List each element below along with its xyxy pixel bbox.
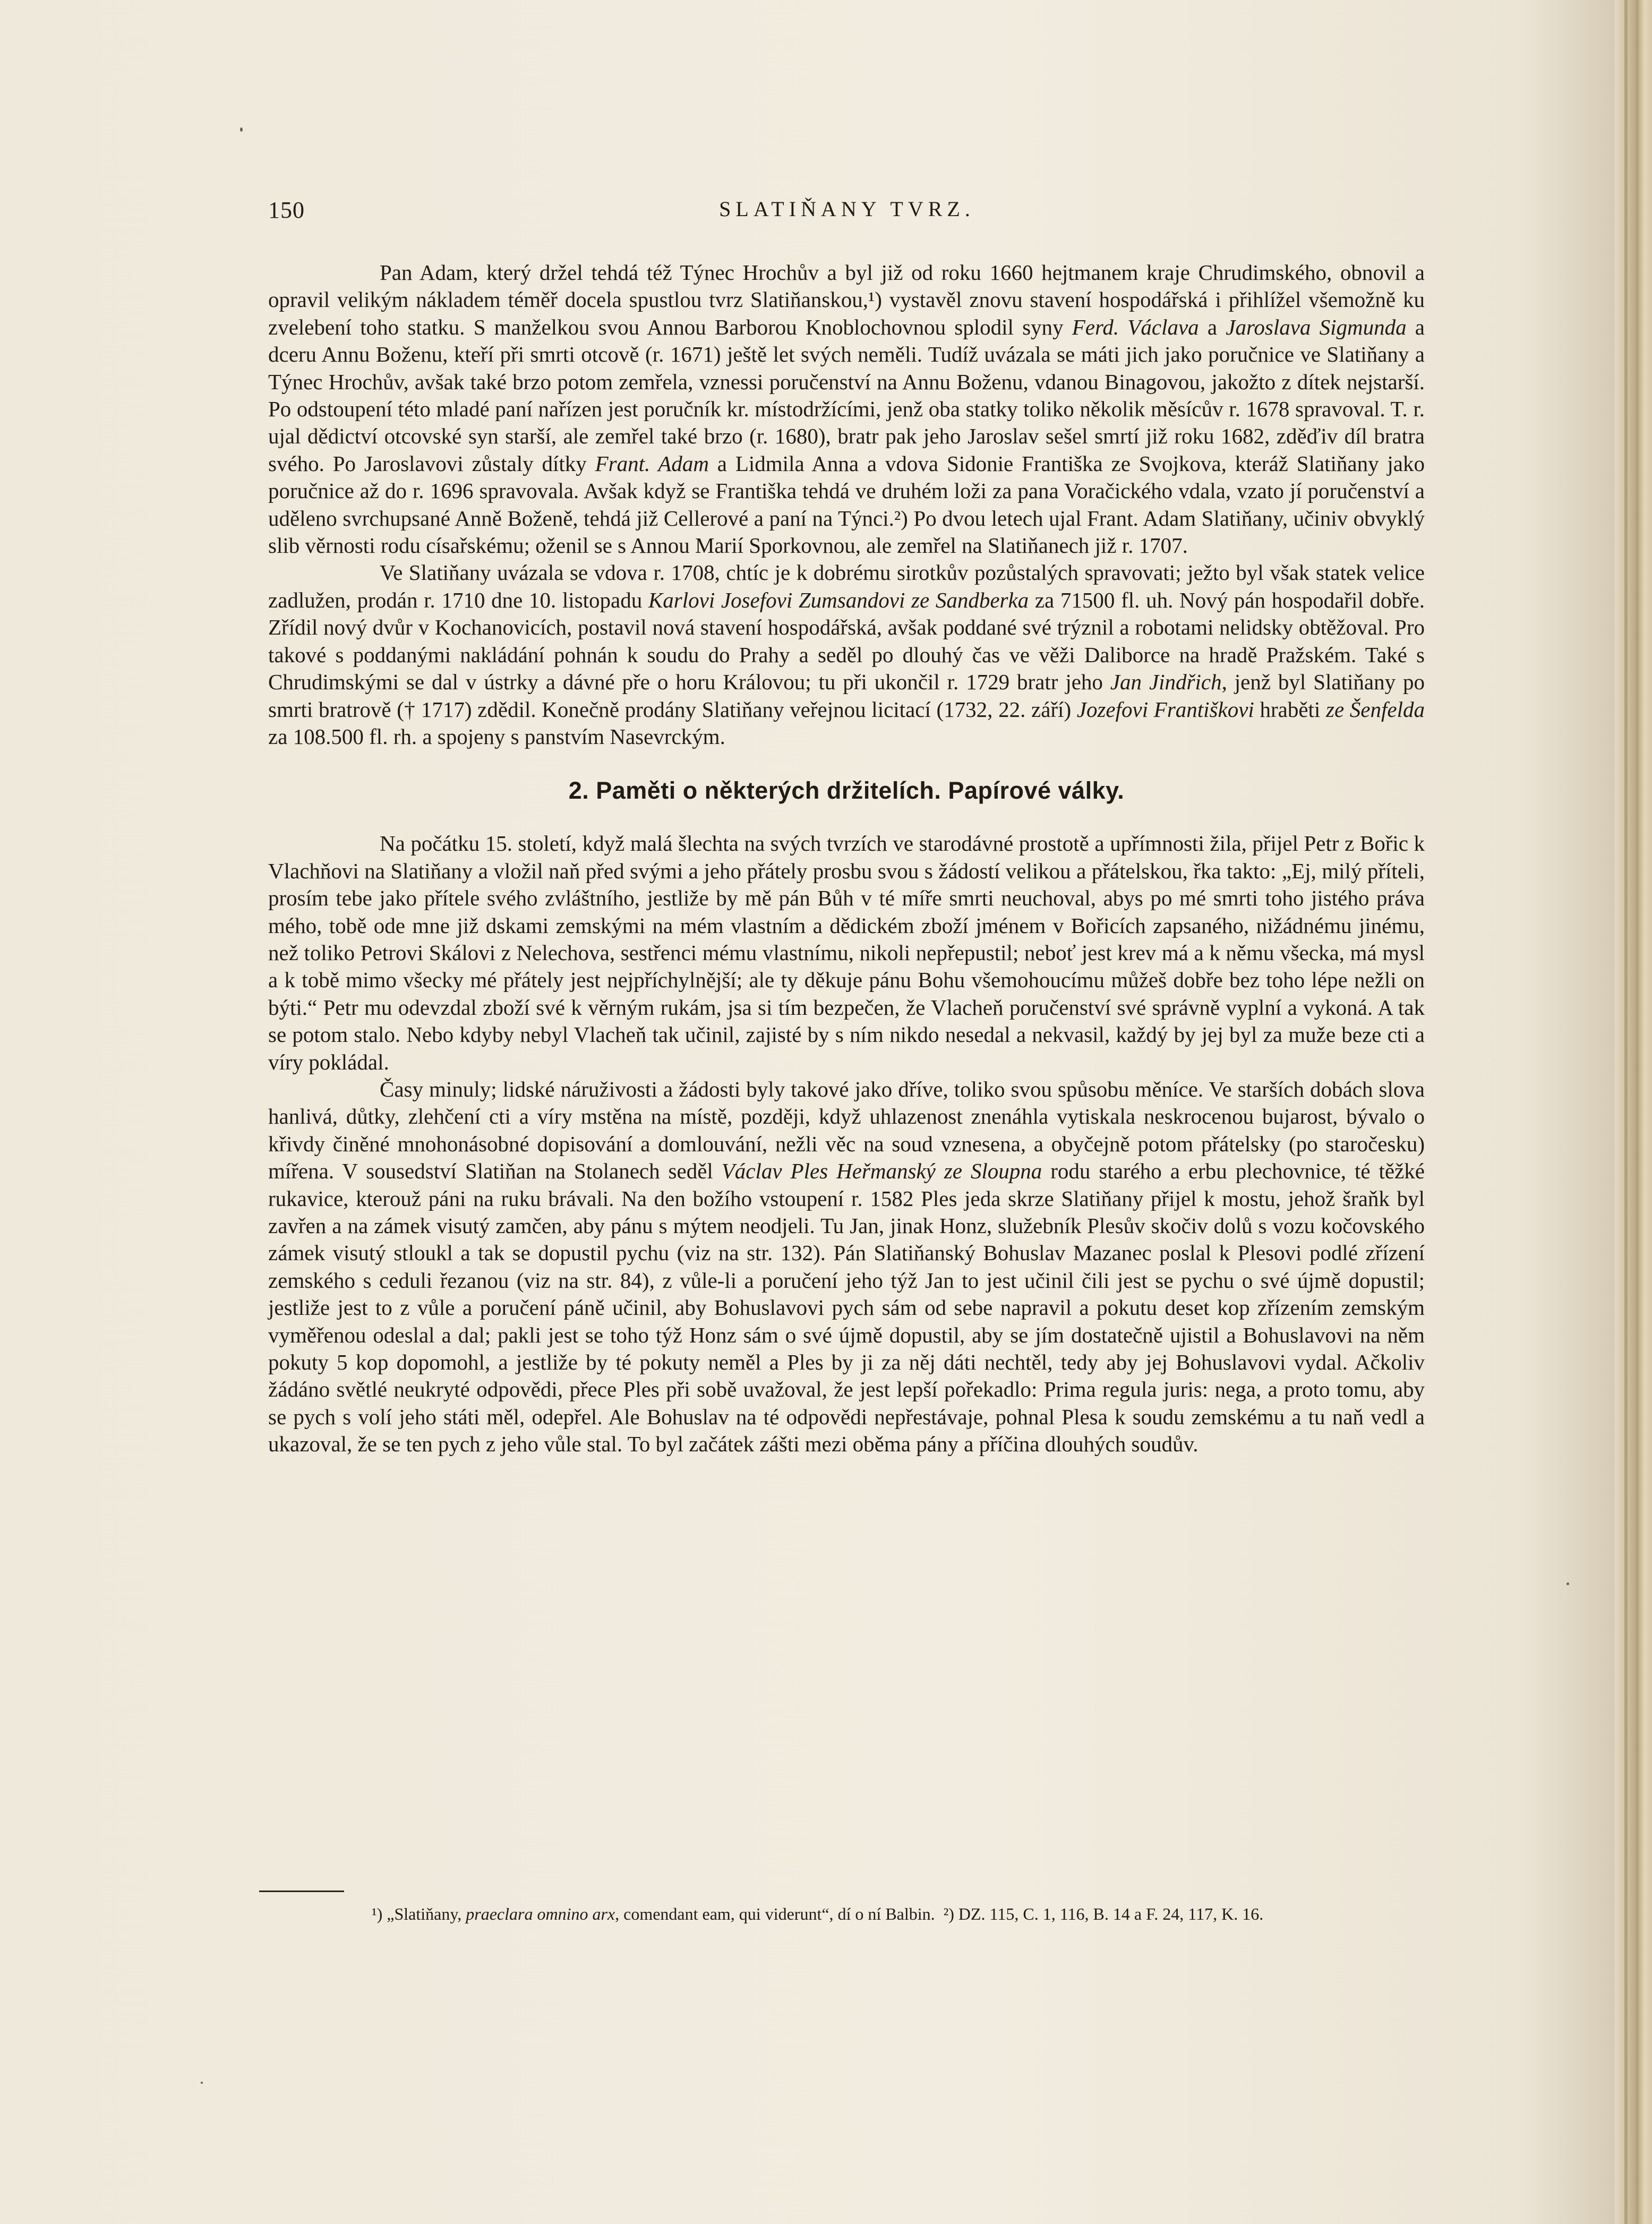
footnote-rule [259,1891,344,1892]
paragraph-3 [268,830,1425,1076]
footnote-1-rest: , comendant eam, qui viderunt“, dí o ní Balbin. [615,1904,935,1923]
text-run: za 71500 fl. uh. Nový pán hospodařil dobře. Zřídil nový dvůr v Kochanovicích, postavil nová stavení hospodářská, avšak poddané své trýznil a robotami nelidsky obtěžoval. Pro takové s poddanými nakládání pohnán k soudu do Prahy a seděl po dlouhý čas ve věži Daliborce na hradě Pražském. Také s Chrudimskými se dal v ústrky a dávné pře o horu Královou; tu při ukončil r. 1729 bratr jeho [268,587,1425,695]
text-run: Ve Slatiňany uvázala se vdova r. 1708, chtíc je k dobrému sirotkův pozůstalých spravovati; ježto byl však statek velice zadlužen, prodán r. 1710 dne 10. listopadu [268,560,1425,612]
running-title: SLATIŇANY TVRZ. [719,197,975,221]
footnote-2: ²) DZ. 115, C. 1, 116, B. 14 a F. 24, 117, K. 16. [943,1904,1264,1923]
italic-name: Jan Jindřich [1110,670,1222,695]
paper-speck [201,2082,203,2084]
footnote-line [372,1902,1434,1926]
text-run: Na počátku 15. století, když malá šlechta na svých tvrzích ve starodávné prostotě a upřímnosti žila, přijel Petr z Bořic k Vlachňovi na Slatiňany a vložil naň před svými a jeho přátely prosbu svou s žádostí velikou a přátelskou, řka takto: „Ej, milý příteli, prosím tebe jako přítele svého zvláštního, jestliže by mě pán Bůh v té míře smrti neuchoval, abys po mé smrti toho jistého práva mého, tobě ode mne již dskami zemskými na mém vlastním a dědickém zboží jménem v Bořicích zapsaného, nižádnému jinému, než toliko Petrovi Skálovi z Nelechova, sestřenci mému vlastnímu, nikoli nepřepustil; neboť jest krev má a k němu všecka, má mysl a k tobě mimo všecky mé přátely jest nejpříchylnější; ale ty děkuje pánu Bohu všemohoucímu můžeš dobře bez toho lépe nežli on býti.“ Petr mu odevzdal zboží své k věrným rukám, jsa si tím bezpečen, že Vlacheň poručenství své správně vyplní a vykoná. A tak se potom stalo. Nebo kdyby nebyl Vlacheň tak učinil, zajisté by s ním nikdo nesedal a nekvasil, každý by jej byl za muže beze cti a víry pokládal. [268,831,1425,1074]
running-head [268,196,1426,228]
text-run: a dceru Annu Boženu, kteří při smrti otcově (r. 1671) ještě let svých neměli. Tudíž uvázala se máti jich jako poručnice ve Slatiňany a Týnec Hrochův, avšak také brzo potom zemřela, vznessi poručenství na Annu Boženu, vdanou Binagovou, jakožto z dítek nejstarší. Po odstoupení této mladé paní nařízen jest poručník kr. místodržícími, jenž oba statky toliko několik měsícův r. 1678 spravoval. T. r. ujal dědictví otcovské syn starší, ale zemřel také brzo (r. 1680), bratr pak jeho Jaroslav sešel smrtí již roku 1682, zděďiv díl bratra svého. Po Jaroslavovi zůstaly dítky [268,314,1425,476]
text-run: rodu starého a erbu plechovnice, té těžké rukavice, kterouž páni na ruku brávali. Na den božího vstoupení r. 1582 Ples jeda skrze Slatiňany přijel k mostu, jehož šraňk byl zavřen a na zámek visutý zamčen, aby pánu s mýtem neodjeli. Tu Jan, jinak Honz, služebník Plesův skočiv dolů s vozu kočovského zámek visutý stloukl a tak se dopustil pychu (viz na str. 132). Pán Slatiňanský Bohuslav Mazanec poslal k Plesovi podlé zřízení zemského s ceduli řezanou (viz na str. 84), z vůle-li a poručení jeho týž Jan to jest učinil čili jest se pychu o své újmě dopustil; jestliže jest to z vůle a poručení páně učinil, aby Bohuslavovi pych sám od sebe napravil a pokutu deset kop zřízením zemským vyměřenou odeslal a dal; pakli jest se toho týž Honz sám o své újmě dopustil, aby se jím dostatečně ujistil a Bohuslavovi na něm pokuty 5 kop dopomohl, a jestliže by té pokuty neměl a Ples by ji za něj dáti nechtěl, tedy aby jej Bohuslavovi vydal. Ačkoliv žádáno světlé neukryté odpovědi, přece Ples při sobě uvažoval, že jest lepší pořekadlo: Prima regula juris: nega, a proto tomu, aby se pych s volí jeho státi měl, odepřel. Ale Bohuslav na té odpovědi nepřestávaje, pohnal Plesa k soudu zemskému a tu naň vedl a ukazoval, že se ten pych z jeho vůle stal. To byl začátek zášti mezi oběma pány a příčina dlouhých soudův. [268,1159,1425,1457]
italic-name: Jaroslava Sigmunda [1226,314,1407,339]
paper-speck [1567,1583,1569,1585]
italic-name: Ferd. Václava [1072,314,1199,339]
page-edge [1615,0,1652,2224]
italic-name: Karlovi Josefovi Zumsandovi ze Sandberka [648,587,1029,612]
page-number: 150 [268,197,305,223]
section-heading: 2. Paměti o některých držitelích. Papírové války. [568,777,1125,805]
text-run: , jenž byl Slatiňany po smrti bratrově († 1717) zdědil. Konečně prodány Slatiňany veřejnou licitací (1732, 22. září) [268,670,1425,722]
paragraph-1 [268,259,1425,559]
text-run: za 108.500 fl. rh. a spojeny s panstvím Nasevrckým. [268,724,725,749]
italic-name: Jozefovi Františkovi [1076,697,1254,722]
footnote-1-open: „Slatiňany, [387,1904,466,1923]
italic-name: Václav Ples Heřmanský ze Sloupna [721,1159,1042,1184]
text-run: a Lidmila Anna a vdova Sidonie Františka ze Svojkova, kteráž Slatiňany jako poručnice až do r. 1696 spravovala. Avšak když se Františka tehdá ve druhém loži za pana Voračického vdala, vzato jí poručenství a uděleno svrchupsané Anně Boženě, tehdá již Cellerové a paní na Týnci.²) Po dvou letech ujal Frant. Adam Slatiňany, učiniv obvyklý slib věrnosti rodu císařskému; oženil se s Annou Marií Sporkovnou, ale zemřel na Slatiňanech již r. 1707. [268,451,1425,558]
text-run: Časy minuly; lidské náruživosti a žádosti byly takové jako dříve, toliko svou spůsobu měníce. Ve starších dobách slova hanlivá, důtky, zlehčení cti a víry mstěna na místě, později, když uhlazenost znenáhla vytiskala neskrocenou bujarost, bývalo o křivdy činěné mnohonásobné dopisování a domlouvání, nežli věc na soud vznesena, a obyčejně potom přátelsky (po staročesku) mířena. V sousedství Slatiňan na Stolanech seděl [268,1076,1425,1184]
footnote-1-italic: praeclara omnino arx [466,1904,615,1923]
text-run: Pan Adam, který držel tehdá též Týnec Hrochův a byl již od roku 1660 hejtmanem kraje Chrudimského, obnovil a opravil velikým nákladem téměř docela spustlou tvrz Slatiňanskou,¹) vystavěl znovu stavení hospodářská i přihlížel všemožně ku zvelebení toho statku. S manželkou svou Annou Barborou Knoblochovnou splodil syny [268,260,1425,339]
italic-name: Frant. Adam [595,451,709,476]
paragraph-2 [268,559,1425,750]
text-run: a [1199,314,1226,339]
paragraph-4 [268,1076,1425,1458]
italic-name: ze Šenfelda [1325,697,1425,722]
page-body [268,259,1425,1458]
text-run: hraběti [1254,697,1326,722]
footnote-1-mark: ¹) [372,1904,383,1923]
paper-speck [240,127,243,132]
